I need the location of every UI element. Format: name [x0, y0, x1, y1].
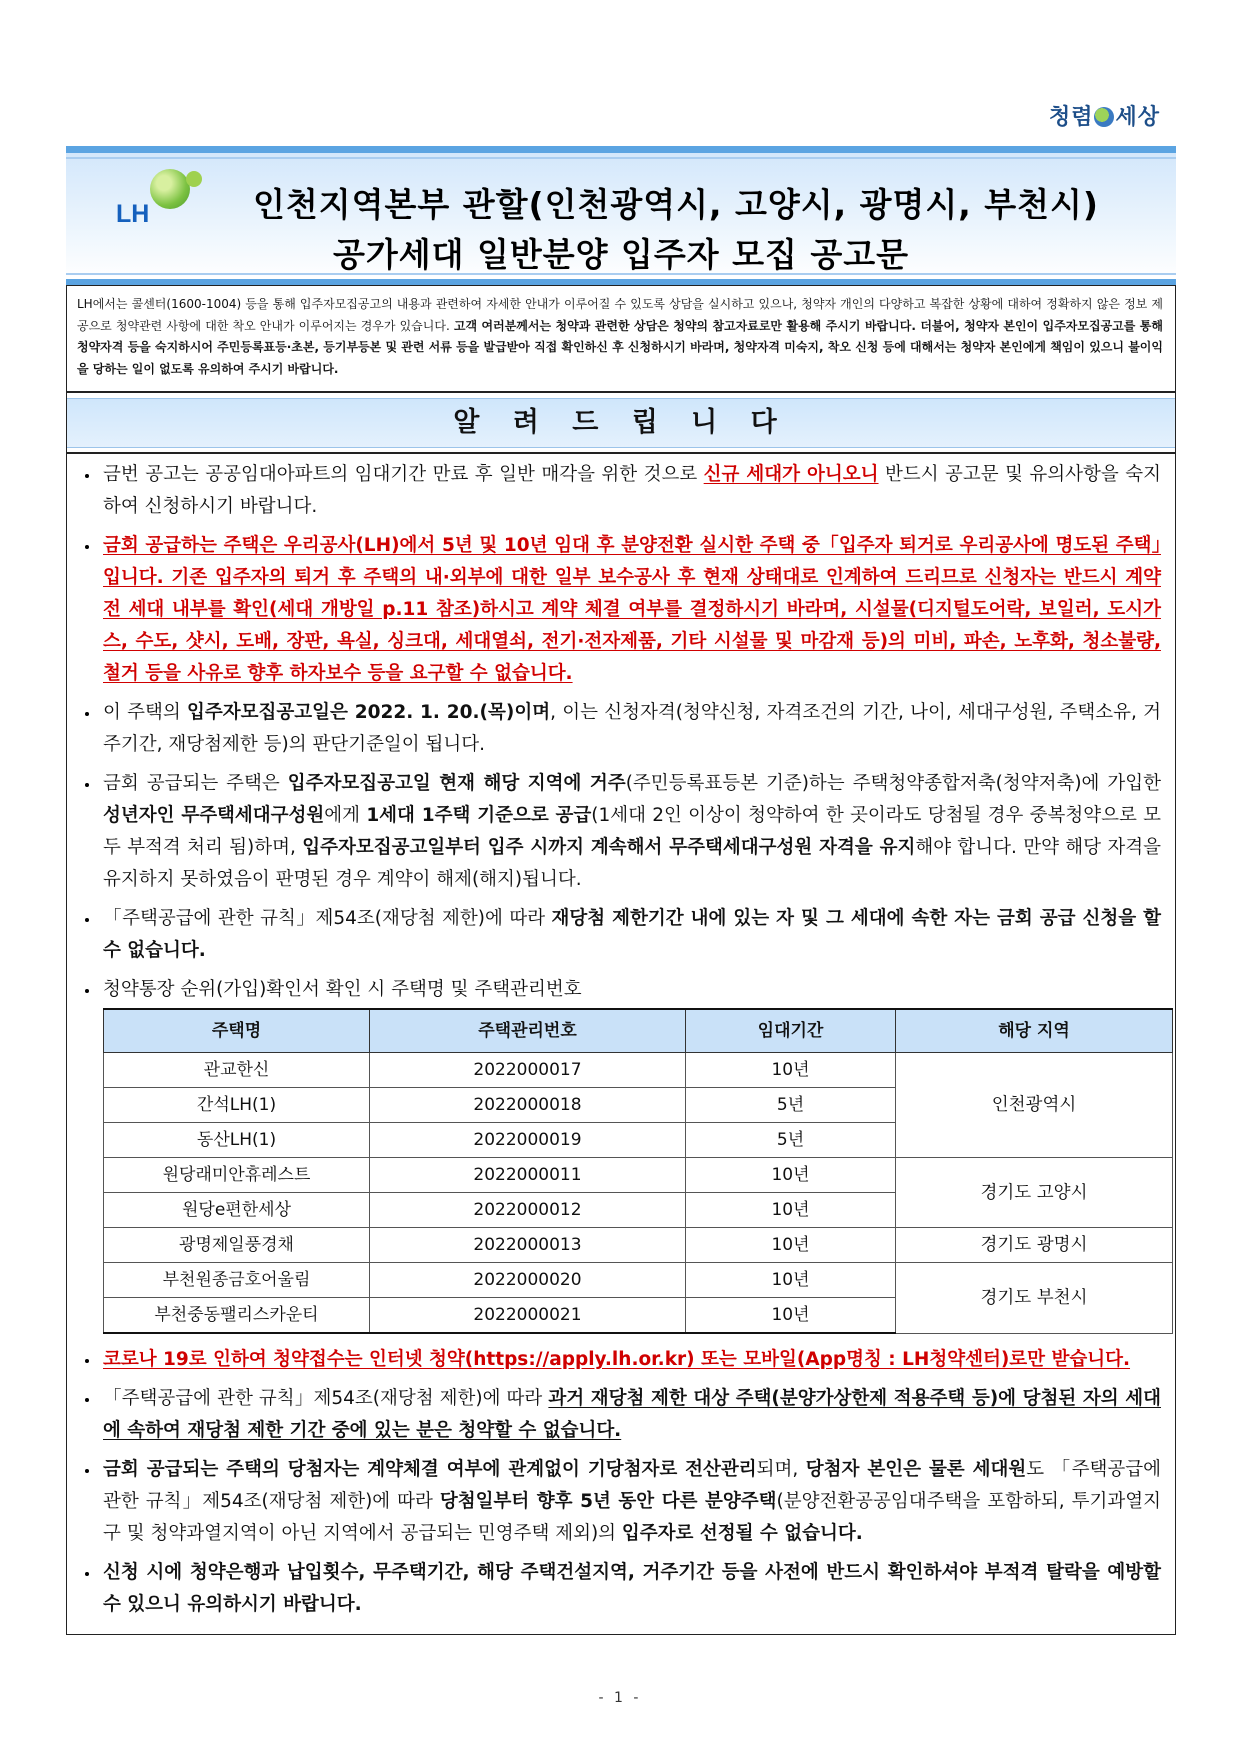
column-header: 주택관리번호	[370, 1009, 686, 1053]
lease-period: 5년	[686, 1123, 896, 1158]
lease-period: 10년	[686, 1298, 896, 1334]
house-code: 2022000011	[370, 1158, 686, 1193]
house-name: 광명제일풍경채	[104, 1228, 370, 1263]
house-name: 부천원종금호어울림	[104, 1263, 370, 1298]
list-item: 「주택공급에 관한 규칙」제54조(재당첨 제한)에 따라 재당첨 제한기간 내에 있는 자 및 그 세대에 속한 자는 금회 공급 신청을 할 수 없습니다.	[81, 903, 1161, 967]
notice-list	[81, 459, 1161, 1628]
lease-period: 10년	[686, 1263, 896, 1298]
house-name: 부천중동팰리스카운티	[104, 1298, 370, 1334]
house-name: 원당e편한세상	[104, 1193, 370, 1228]
clean-world-logo: 청렴 세상	[1048, 105, 1160, 130]
table-row	[104, 1228, 1173, 1263]
house-name: 원당래미안휴레스트	[104, 1158, 370, 1193]
house-code: 2022000017	[370, 1053, 686, 1088]
column-header: 임대기간	[686, 1009, 896, 1053]
notice-banner: 알 려 드 립 니 다	[67, 398, 1175, 448]
page-title-line2: 공가세대 일반분양 입주자 모집 공고문	[332, 235, 909, 274]
lh-logo-text: LH	[116, 200, 150, 228]
leaf-icon	[1094, 107, 1114, 127]
region: 인천광역시	[896, 1053, 1173, 1158]
announcement-frame	[66, 285, 1176, 1635]
region: 경기도 부천시	[896, 1263, 1173, 1334]
lease-period: 5년	[686, 1088, 896, 1123]
table-row	[104, 1053, 1173, 1088]
list-item: 금회 공급하는 주택은 우리공사(LH)에서 5년 및 10년 임대 후 분양전환 실시한 주택 중「입주자 퇴거로 우리공사에 명도된 주택」입니다. 기존 입주자의 퇴거 후 주택의 내·외부에 대한 일부 보수공사 후 현재 상태대로 인계하여 드리므로 신청자는 반드시 계약 전 세대 내부를 확인(세대 개방일 p.11 참조)하시고 계약 체결 여부를 결정하시기 바라며, 시설물(디지털도어락, 보일러, 도시가스, 수도, 샷시, 도배, 장판, 욕실, 싱크대, 세대열쇠, 전기·전자제품, 기타 시설물 및 마감재 등)의 미비, 파손, 노후화, 청소불량, 철거 등을 사유로 향후 하자보수 등을 요구할 수 없습니다.	[81, 530, 1161, 690]
house-code: 2022000020	[370, 1263, 686, 1298]
region: 경기도 광명시	[896, 1228, 1173, 1263]
title-band	[66, 146, 1176, 286]
house-code: 2022000018	[370, 1088, 686, 1123]
house-code: 2022000013	[370, 1228, 686, 1263]
lease-period: 10년	[686, 1158, 896, 1193]
list-item: 금회 공급되는 주택은 입주자모집공고일 현재 해당 지역에 거주(주민등록표등본 기준)하는 주택청약종합저축(청약저축)에 가입한 성년자인 무주택세대구성원에게 1세대 1주택 기준으로 공급(1세대 2인 이상이 청약하여 한 곳이라도 당첨될 경우 중복청약으로 모두 부적격 처리 됨)하며, 입주자모집공고일부터 입주 시까지 계속해서 무주택세대구성원 자격을 유지해야 합니다. 만약 해당 자격을 유지하지 못하였음이 판명된 경우 계약이 해제(해지)됩니다.	[81, 768, 1161, 896]
consultation-notice: LH에서는 콜센터(1600-1004) 등을 통해 입주자모집공고의 내용과 관련하여 자세한 안내가 이루어질 수 있도록 상담을 실시하고 있으나, 청약자 개인의 다양하고 복잡한 상황에 대하여 정확하지 않은 정보 제공으로 청약관련 사항에 대한 착오 안내가 이루어지는 경우가 있습니다. 고객 여러분께서는 청약과 관련한 상담은 청약의 참고자료로만 활용해 주시기 바랍니다. 더불어, 청약자 본인이 입주자모집공고를 통해 청약자격 등을 숙지하시어 주민등록표등·초본, 등기부등본 및 관련 서류 등을 발급받아 직접 확인하신 후 신청하시기 바라며, 청약자격 미숙지, 착오 신청 등에 대해서는 청약자 본인에게 책임이 있으니 불이익을 당하는 일이 없도록 유의하여 주시기 바랍니다.	[77, 297, 1163, 376]
column-header: 주택명	[104, 1009, 370, 1053]
house-name: 간석LH(1)	[104, 1088, 370, 1123]
list-item: 코로나 19로 인하여 청약접수는 인터넷 청약(https://apply.lh.or.kr) 또는 모바일(App명칭 : LH청약센터)로만 받습니다.	[81, 1344, 1161, 1376]
list-item: 금번 공고는 공공임대아파트의 임대기간 만료 후 일반 매각을 위한 것으로 신규 세대가 아니오니 반드시 공고문 및 유의사항을 숙지하여 신청하시기 바랍니다.	[81, 459, 1161, 523]
region: 경기도 고양시	[896, 1158, 1173, 1228]
page-title-line1: 인천지역본부 관할(인천광역시, 고양시, 광명시, 부천시)	[252, 185, 1100, 224]
table-header-row	[104, 1009, 1173, 1053]
page-number: - 1 -	[598, 1690, 642, 1706]
list-item: 「주택공급에 관한 규칙」제54조(재당첨 제한)에 따라 과거 재당첨 제한 대상 주택(분양가상한제 적용주택 등)에 당첨된 자의 세대에 속하여 재당첨 제한 기간 중에 있는 분은 청약할 수 없습니다.	[81, 1383, 1161, 1447]
table-row	[104, 1158, 1173, 1193]
list-item: 청약통장 순위(가입)확인서 확인 시 주택명 및 주택관리번호	[81, 974, 1161, 1006]
list-item: 신청 시에 청약은행과 납입횟수, 무주택기간, 해당 주택건설지역, 거주기간 등을 사전에 반드시 확인하셔야 부적격 탈락을 예방할 수 있으니 유의하시기 바랍니다.	[81, 1557, 1161, 1621]
lease-period: 10년	[686, 1053, 896, 1088]
house-code: 2022000019	[370, 1123, 686, 1158]
table-row	[104, 1263, 1173, 1298]
house-code: 2022000021	[370, 1298, 686, 1334]
housing-table	[103, 1008, 1173, 1334]
house-name: 동산LH(1)	[104, 1123, 370, 1158]
column-header: 해당 지역	[896, 1009, 1173, 1053]
house-code: 2022000012	[370, 1193, 686, 1228]
house-name: 관교한신	[104, 1053, 370, 1088]
list-item: 이 주택의 입주자모집공고일은 2022. 1. 20.(목)이며, 이는 신청자격(청약신청, 자격조건의 기간, 나이, 세대구성원, 주택소유, 거주기간, 재당첨제한 등)의 판단기준일이 됩니다.	[81, 697, 1161, 761]
list-item: 금회 공급되는 주택의 당첨자는 계약체결 여부에 관계없이 기당첨자로 전산관리되며, 당첨자 본인은 물론 세대원도 「주택공급에 관한 규칙」제54조(재당첨 제한)에 따라 당첨일부터 향후 5년 동안 다른 분양주택(분양전환공공임대주택을 포함하되, 투기과열지구 및 청약과열지역이 아닌 지역에서 공급되는 민영주택 제외)의 입주자로 선정될 수 없습니다.	[81, 1454, 1161, 1550]
lease-period: 10년	[686, 1228, 896, 1263]
lease-period: 10년	[686, 1193, 896, 1228]
